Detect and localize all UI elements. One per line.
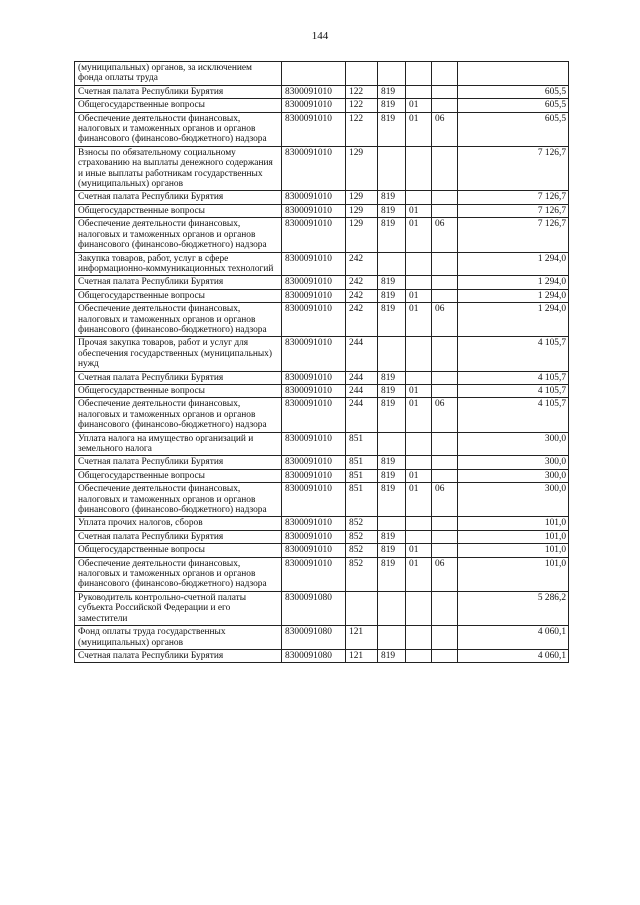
cell-name: Счетная палата Республики Бурятия bbox=[75, 456, 282, 469]
cell-subsection bbox=[432, 371, 458, 384]
cell-subsection bbox=[432, 276, 458, 289]
cell-admin-code: 819 bbox=[378, 99, 406, 112]
cell-expense-type: 242 bbox=[346, 289, 378, 302]
cell-section: 01 bbox=[406, 483, 432, 517]
cell-section bbox=[406, 337, 432, 371]
table-row bbox=[75, 384, 569, 397]
cell-admin-code: 819 bbox=[378, 483, 406, 517]
cell-section: 01 bbox=[406, 557, 432, 591]
cell-expense-type: 129 bbox=[346, 191, 378, 204]
table-row bbox=[75, 191, 569, 204]
table-row bbox=[75, 591, 569, 625]
cell-amount: 605,5 bbox=[458, 85, 569, 98]
cell-admin-code: 819 bbox=[378, 649, 406, 662]
cell-target-article: 8300091010 bbox=[282, 191, 346, 204]
cell-target-article: 8300091010 bbox=[282, 517, 346, 530]
table-row bbox=[75, 398, 569, 432]
cell-target-article: 8300091080 bbox=[282, 649, 346, 662]
table-body bbox=[75, 62, 569, 663]
cell-target-article: 8300091010 bbox=[282, 112, 346, 146]
table-row bbox=[75, 371, 569, 384]
cell-target-article: 8300091010 bbox=[282, 483, 346, 517]
cell-section: 01 bbox=[406, 469, 432, 482]
cell-subsection bbox=[432, 85, 458, 98]
table-row bbox=[75, 112, 569, 146]
cell-target-article: 8300091010 bbox=[282, 544, 346, 557]
cell-expense-type: 121 bbox=[346, 626, 378, 650]
cell-admin-code bbox=[378, 337, 406, 371]
cell-expense-type: 242 bbox=[346, 252, 378, 276]
cell-amount: 300,0 bbox=[458, 456, 569, 469]
cell-expense-type: 851 bbox=[346, 456, 378, 469]
table-row bbox=[75, 146, 569, 191]
cell-subsection: 06 bbox=[432, 398, 458, 432]
cell-target-article: 8300091010 bbox=[282, 530, 346, 543]
cell-admin-code: 819 bbox=[378, 191, 406, 204]
cell-amount: 101,0 bbox=[458, 557, 569, 591]
cell-admin-code: 819 bbox=[378, 371, 406, 384]
cell-expense-type: 851 bbox=[346, 432, 378, 456]
table-row bbox=[75, 337, 569, 371]
cell-amount: 7 126,7 bbox=[458, 218, 569, 252]
cell-name: Обеспечение деятельности финансовых, налоговых и таможенных органов и органов финансового (финансово-бюджетного) надзора bbox=[75, 398, 282, 432]
cell-expense-type: 122 bbox=[346, 85, 378, 98]
cell-amount: 4 105,7 bbox=[458, 337, 569, 371]
cell-name: Общегосударственные вопросы bbox=[75, 204, 282, 217]
cell-subsection bbox=[432, 626, 458, 650]
cell-target-article: 8300091010 bbox=[282, 218, 346, 252]
cell-name: Уплата налога на имущество организаций и земельного налога bbox=[75, 432, 282, 456]
cell-subsection bbox=[432, 62, 458, 86]
cell-subsection: 06 bbox=[432, 483, 458, 517]
cell-admin-code bbox=[378, 146, 406, 191]
cell-name: Общегосударственные вопросы bbox=[75, 99, 282, 112]
cell-target-article: 8300091010 bbox=[282, 337, 346, 371]
cell-amount: 4 060,1 bbox=[458, 649, 569, 662]
cell-subsection bbox=[432, 456, 458, 469]
cell-admin-code: 819 bbox=[378, 398, 406, 432]
cell-target-article: 8300091010 bbox=[282, 371, 346, 384]
cell-admin-code bbox=[378, 626, 406, 650]
table-row bbox=[75, 303, 569, 337]
cell-admin-code bbox=[378, 517, 406, 530]
cell-target-article: 8300091010 bbox=[282, 384, 346, 397]
cell-subsection bbox=[432, 649, 458, 662]
cell-expense-type: 851 bbox=[346, 483, 378, 517]
cell-section bbox=[406, 191, 432, 204]
cell-subsection: 06 bbox=[432, 218, 458, 252]
cell-section bbox=[406, 530, 432, 543]
cell-section bbox=[406, 432, 432, 456]
cell-name: Счетная палата Республики Бурятия bbox=[75, 371, 282, 384]
cell-target-article: 8300091010 bbox=[282, 85, 346, 98]
cell-section bbox=[406, 456, 432, 469]
cell-target-article: 8300091080 bbox=[282, 591, 346, 625]
cell-name: Счетная палата Республики Бурятия bbox=[75, 191, 282, 204]
cell-name: Общегосударственные вопросы bbox=[75, 469, 282, 482]
cell-target-article: 8300091010 bbox=[282, 99, 346, 112]
cell-expense-type: 852 bbox=[346, 544, 378, 557]
cell-amount: 300,0 bbox=[458, 469, 569, 482]
cell-target-article: 8300091010 bbox=[282, 469, 346, 482]
cell-admin-code: 819 bbox=[378, 276, 406, 289]
cell-section bbox=[406, 62, 432, 86]
budget-table bbox=[74, 61, 569, 663]
cell-amount: 1 294,0 bbox=[458, 276, 569, 289]
cell-section: 01 bbox=[406, 112, 432, 146]
cell-subsection bbox=[432, 252, 458, 276]
cell-expense-type: 852 bbox=[346, 530, 378, 543]
cell-amount: 605,5 bbox=[458, 99, 569, 112]
cell-subsection bbox=[432, 530, 458, 543]
cell-name: Обеспечение деятельности финансовых, налоговых и таможенных органов и органов финансового (финансово-бюджетного) надзора bbox=[75, 112, 282, 146]
cell-expense-type: 851 bbox=[346, 469, 378, 482]
table-row bbox=[75, 252, 569, 276]
cell-amount: 101,0 bbox=[458, 530, 569, 543]
table-row bbox=[75, 204, 569, 217]
cell-target-article: 8300091010 bbox=[282, 432, 346, 456]
cell-target-article: 8300091010 bbox=[282, 146, 346, 191]
cell-section bbox=[406, 626, 432, 650]
cell-amount: 4 105,7 bbox=[458, 384, 569, 397]
table-row bbox=[75, 218, 569, 252]
cell-name: Общегосударственные вопросы bbox=[75, 544, 282, 557]
cell-subsection bbox=[432, 517, 458, 530]
cell-section bbox=[406, 85, 432, 98]
cell-section: 01 bbox=[406, 204, 432, 217]
cell-expense-type: 129 bbox=[346, 204, 378, 217]
cell-amount: 7 126,7 bbox=[458, 191, 569, 204]
table-row bbox=[75, 432, 569, 456]
cell-target-article: 8300091010 bbox=[282, 276, 346, 289]
cell-section: 01 bbox=[406, 384, 432, 397]
cell-admin-code bbox=[378, 62, 406, 86]
cell-target-article: 8300091010 bbox=[282, 289, 346, 302]
table-row bbox=[75, 530, 569, 543]
cell-admin-code bbox=[378, 432, 406, 456]
cell-admin-code: 819 bbox=[378, 85, 406, 98]
cell-expense-type: 129 bbox=[346, 218, 378, 252]
cell-expense-type bbox=[346, 591, 378, 625]
cell-amount: 605,5 bbox=[458, 112, 569, 146]
cell-name: Закупка товаров, работ, услуг в сфере информационно-коммуникационных технологий bbox=[75, 252, 282, 276]
cell-amount: 4 105,7 bbox=[458, 371, 569, 384]
cell-subsection bbox=[432, 337, 458, 371]
cell-target-article: 8300091010 bbox=[282, 252, 346, 276]
cell-expense-type: 121 bbox=[346, 649, 378, 662]
cell-subsection bbox=[432, 544, 458, 557]
cell-subsection bbox=[432, 191, 458, 204]
cell-subsection bbox=[432, 99, 458, 112]
cell-name: Уплата прочих налогов, сборов bbox=[75, 517, 282, 530]
cell-target-article bbox=[282, 62, 346, 86]
cell-expense-type: 129 bbox=[346, 146, 378, 191]
cell-subsection: 06 bbox=[432, 112, 458, 146]
table-row bbox=[75, 557, 569, 591]
table-row bbox=[75, 289, 569, 302]
cell-section: 01 bbox=[406, 289, 432, 302]
cell-admin-code: 819 bbox=[378, 544, 406, 557]
table-row bbox=[75, 626, 569, 650]
cell-subsection: 06 bbox=[432, 303, 458, 337]
cell-target-article: 8300091010 bbox=[282, 204, 346, 217]
table-row bbox=[75, 649, 569, 662]
cell-target-article: 8300091080 bbox=[282, 626, 346, 650]
cell-expense-type bbox=[346, 62, 378, 86]
cell-expense-type: 244 bbox=[346, 337, 378, 371]
table-row bbox=[75, 483, 569, 517]
cell-target-article: 8300091010 bbox=[282, 456, 346, 469]
cell-admin-code bbox=[378, 252, 406, 276]
cell-subsection bbox=[432, 289, 458, 302]
cell-section bbox=[406, 252, 432, 276]
cell-admin-code: 819 bbox=[378, 112, 406, 146]
cell-subsection bbox=[432, 384, 458, 397]
cell-subsection bbox=[432, 204, 458, 217]
table-row bbox=[75, 469, 569, 482]
cell-admin-code: 819 bbox=[378, 204, 406, 217]
cell-section: 01 bbox=[406, 398, 432, 432]
cell-name: Счетная палата Республики Бурятия bbox=[75, 649, 282, 662]
cell-amount: 1 294,0 bbox=[458, 252, 569, 276]
cell-expense-type: 122 bbox=[346, 112, 378, 146]
cell-section: 01 bbox=[406, 303, 432, 337]
cell-name: Обеспечение деятельности финансовых, налоговых и таможенных органов и органов финансового (финансово-бюджетного) надзора bbox=[75, 483, 282, 517]
cell-expense-type: 242 bbox=[346, 276, 378, 289]
cell-target-article: 8300091010 bbox=[282, 557, 346, 591]
cell-amount bbox=[458, 62, 569, 86]
cell-expense-type: 122 bbox=[346, 99, 378, 112]
cell-admin-code: 819 bbox=[378, 384, 406, 397]
cell-subsection bbox=[432, 591, 458, 625]
cell-subsection: 06 bbox=[432, 557, 458, 591]
cell-admin-code bbox=[378, 591, 406, 625]
cell-amount: 101,0 bbox=[458, 544, 569, 557]
cell-name: Общегосударственные вопросы bbox=[75, 289, 282, 302]
cell-subsection bbox=[432, 469, 458, 482]
cell-name: Счетная палата Республики Бурятия bbox=[75, 85, 282, 98]
table-row bbox=[75, 456, 569, 469]
cell-admin-code: 819 bbox=[378, 557, 406, 591]
table-row bbox=[75, 85, 569, 98]
cell-name: Обеспечение деятельности финансовых, налоговых и таможенных органов и органов финансового (финансово-бюджетного) надзора bbox=[75, 303, 282, 337]
cell-name: Общегосударственные вопросы bbox=[75, 384, 282, 397]
cell-expense-type: 852 bbox=[346, 557, 378, 591]
cell-name: Счетная палата Республики Бурятия bbox=[75, 276, 282, 289]
cell-section bbox=[406, 371, 432, 384]
cell-admin-code: 819 bbox=[378, 289, 406, 302]
cell-amount: 7 126,7 bbox=[458, 204, 569, 217]
cell-name: Прочая закупка товаров, работ и услуг для обеспечения государственных (муниципальных) нужд bbox=[75, 337, 282, 371]
cell-expense-type: 244 bbox=[346, 371, 378, 384]
cell-admin-code: 819 bbox=[378, 469, 406, 482]
cell-admin-code: 819 bbox=[378, 456, 406, 469]
cell-name: Руководитель контрольно-счетной палаты субъекта Российской Федерации и его заместители bbox=[75, 591, 282, 625]
cell-section bbox=[406, 146, 432, 191]
cell-admin-code: 819 bbox=[378, 530, 406, 543]
cell-name: Обеспечение деятельности финансовых, налоговых и таможенных органов и органов финансового (финансово-бюджетного) надзора bbox=[75, 557, 282, 591]
table-row bbox=[75, 517, 569, 530]
cell-amount: 1 294,0 bbox=[458, 289, 569, 302]
cell-section: 01 bbox=[406, 99, 432, 112]
cell-amount: 7 126,7 bbox=[458, 146, 569, 191]
page-number: 144 bbox=[311, 30, 329, 42]
table-row bbox=[75, 62, 569, 86]
cell-admin-code: 819 bbox=[378, 303, 406, 337]
table-row bbox=[75, 544, 569, 557]
cell-name: Фонд оплаты труда государственных (муниципальных) органов bbox=[75, 626, 282, 650]
cell-admin-code: 819 bbox=[378, 218, 406, 252]
cell-subsection bbox=[432, 146, 458, 191]
cell-amount: 300,0 bbox=[458, 432, 569, 456]
cell-name: Обеспечение деятельности финансовых, налоговых и таможенных органов и органов финансового (финансово-бюджетного) надзора bbox=[75, 218, 282, 252]
cell-section: 01 bbox=[406, 544, 432, 557]
cell-amount: 5 286,2 bbox=[458, 591, 569, 625]
cell-expense-type: 242 bbox=[346, 303, 378, 337]
cell-expense-type: 244 bbox=[346, 384, 378, 397]
cell-subsection bbox=[432, 432, 458, 456]
cell-amount: 4 060,1 bbox=[458, 626, 569, 650]
cell-amount: 300,0 bbox=[458, 483, 569, 517]
cell-name: Взносы по обязательному социальному страхованию на выплаты денежного содержания и иные выплаты работникам государственных (муниципальных) органов bbox=[75, 146, 282, 191]
cell-section bbox=[406, 649, 432, 662]
cell-expense-type: 852 bbox=[346, 517, 378, 530]
cell-name: Счетная палата Республики Бурятия bbox=[75, 530, 282, 543]
table-row bbox=[75, 99, 569, 112]
cell-section: 01 bbox=[406, 218, 432, 252]
cell-target-article: 8300091010 bbox=[282, 303, 346, 337]
cell-expense-type: 244 bbox=[346, 398, 378, 432]
cell-name: (муниципальных) органов, за исключением фонда оплаты труда bbox=[75, 62, 282, 86]
cell-target-article: 8300091010 bbox=[282, 398, 346, 432]
cell-amount: 1 294,0 bbox=[458, 303, 569, 337]
cell-amount: 4 105,7 bbox=[458, 398, 569, 432]
cell-section bbox=[406, 591, 432, 625]
cell-section bbox=[406, 517, 432, 530]
table-row bbox=[75, 276, 569, 289]
cell-section bbox=[406, 276, 432, 289]
cell-amount: 101,0 bbox=[458, 517, 569, 530]
